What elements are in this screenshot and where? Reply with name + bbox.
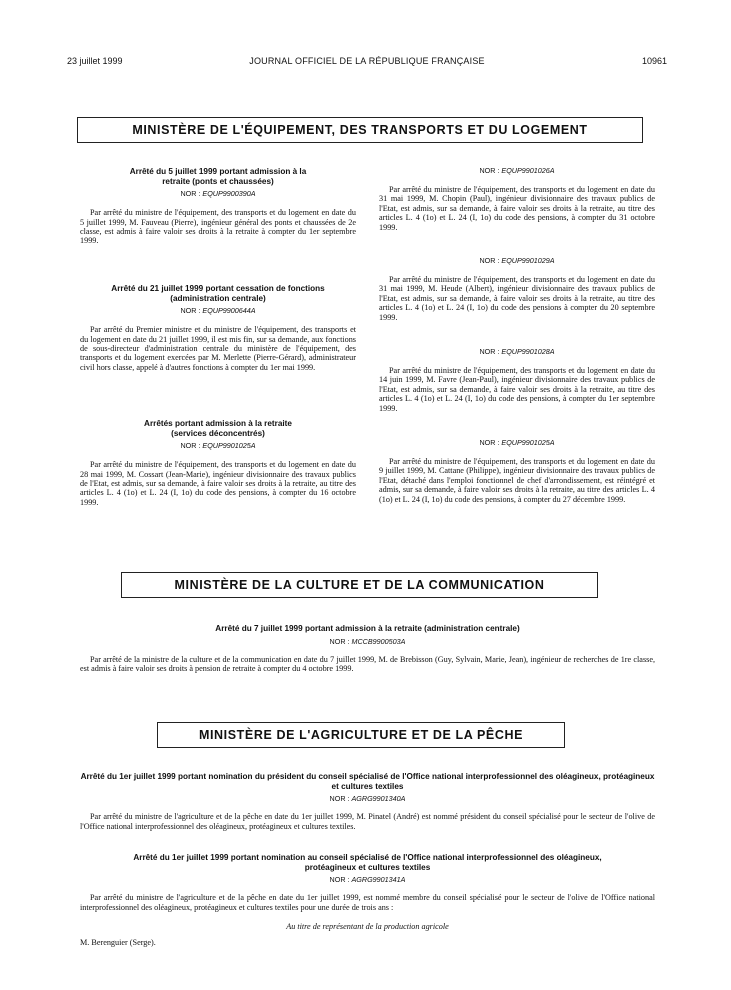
nor-reference bbox=[80, 306, 356, 316]
nor-code: AGRG9901340A bbox=[351, 794, 406, 804]
arrete-text: Par arrêté du ministre de l'équipement, des transports et du logement en date du 31 mai 1999, M. Chopin (Paul), ingénieur divisionnaire des travaux publics de l'Etat, est admis, sur sa demande, à faire valoir ses droits à la retraite, au titre des articles L. 4 (1o) et L. 24 (I, 1o) du code des pensions, à compter du 31 octobre 1999. bbox=[379, 185, 655, 232]
member-name: M. Berenguier (Serge). bbox=[80, 937, 156, 947]
arrete-title: Arrêté du 1er juillet 1999 portant nomination du président du conseil spécialisé de l'Office national interprofessionnel des oléagineux, protéagineux et cultures textiles bbox=[80, 772, 655, 791]
agriculture-arrete-block bbox=[80, 853, 655, 947]
culture-arrete-block bbox=[80, 624, 655, 673]
arrete-text: Par arrêté du ministre de l'équipement, des transports et du logement en date du 9 juillet 1999, M. Cattane (Philippe), ingénieur divisionnaire des travaux publics de l'Etat, détaché dans l'emploi fonctionnel de chef d'arrondissement, est réintégré et admis, sur sa demande, à faire valoir ses droits à la retraite, au titre des articles L. 4 (1o) et L. 24 (I, 1o) du code des pensions, à compter du 27 décembre 1999. bbox=[379, 457, 655, 504]
arrete-text: Par arrêté du ministre de l'équipement, des transports et du logement en date du 14 juin 1999, M. Favre (Jean-Paul), ingénieur divisionnaire des travaux publics de l'Etat, est admis, sur sa demande, à faire valoir ses droits à la retraite, au titre des articles L. 4 (1o) et L. 24 (I, 1o) du code des pensions, à compter du 1er septembre 1999. bbox=[379, 366, 655, 413]
nor-label: NOR : bbox=[180, 306, 201, 316]
nor-code: EQUP9901029A bbox=[501, 256, 555, 265]
arrete-title: Arrêté du 7 juillet 1999 portant admission à la retraite (administration centrale) bbox=[215, 624, 520, 633]
header-date: 23 juillet 1999 bbox=[67, 56, 123, 66]
arrete-block bbox=[379, 166, 655, 232]
ministry-culture-heading: MINISTÈRE DE LA CULTURE ET DE LA COMMUNICATION bbox=[121, 572, 598, 598]
arrete-block bbox=[80, 167, 356, 246]
ministry-equipement-heading: MINISTÈRE DE L'ÉQUIPEMENT, DES TRANSPORTS ET DU LOGEMENT bbox=[77, 117, 643, 143]
arrete-text: Par arrêté du ministre de l'équipement, des transports et du logement en date du 31 mai 1999, M. Heude (Albert), ingénieur divisionnaire des travaux publics de l'Etat, est admis, sur sa demande, à faire valoir ses droits à la retraite, au titre des articles L. 4 (1o) et L. 24 (I, 1o) du code des pensions à compter du 20 septembre 1999. bbox=[379, 275, 655, 322]
nor-code: EQUP9900644A bbox=[202, 306, 256, 316]
nor-code: EQUP9901026A bbox=[501, 166, 555, 175]
arrete-text: Par arrêté du ministre de l'équipement, des transports et du logement en date du 5 juillet 1999, M. Fauveau (Pierre), ingénieur général des ponts et chaussées de 2e classe, est admis à faire valoir ses droits à la retraite à compter du 1er septembre 1999. bbox=[80, 208, 356, 246]
arrete-block bbox=[379, 347, 655, 413]
nor-reference bbox=[80, 637, 655, 647]
nor-reference bbox=[80, 875, 655, 885]
arrete-block bbox=[379, 438, 655, 504]
arrete-title: Arrêté du 21 juillet 1999 portant cessation de fonctions (administration centrale) bbox=[111, 284, 325, 303]
nor-label: NOR : bbox=[180, 441, 201, 451]
nor-label: NOR : bbox=[329, 875, 350, 885]
arrete-title: Arrêtés portant admission à la retraite (services déconcentrés) bbox=[144, 419, 292, 438]
nor-code: MCCB9900503A bbox=[351, 636, 406, 646]
nor-reference bbox=[379, 438, 655, 448]
nor-reference bbox=[80, 441, 356, 451]
nor-label: NOR : bbox=[479, 166, 500, 175]
header-journal-title: JOURNAL OFFICIEL DE LA RÉPUBLIQUE FRANÇAISE bbox=[249, 56, 485, 66]
nor-reference bbox=[379, 166, 655, 176]
ministry-agriculture-heading: MINISTÈRE DE L'AGRICULTURE ET DE LA PÊCHE bbox=[157, 722, 565, 748]
arrete-title: Arrêté du 5 juillet 1999 portant admission à la retraite (ponts et chaussées) bbox=[129, 167, 307, 186]
nor-reference bbox=[379, 256, 655, 266]
header-page-number: 10961 bbox=[641, 56, 667, 66]
arrete-block bbox=[80, 284, 356, 372]
arrete-text: Par arrêté du ministre de l'agriculture et de la pêche en date du 1er juillet 1999, M. Pinatel (André) est nommé président du conseil spécialisé pour le secteur de l'olive de l'Office national interprofessionnel des oléagineux, protéagineux et cultures textiles. bbox=[80, 812, 655, 831]
agriculture-arrete-block bbox=[80, 772, 655, 831]
arrete-block bbox=[80, 419, 356, 507]
nor-label: NOR : bbox=[329, 794, 350, 804]
nor-label: NOR : bbox=[479, 256, 500, 265]
arrete-block bbox=[379, 256, 655, 322]
nor-label: NOR : bbox=[479, 438, 500, 447]
nor-label: NOR : bbox=[329, 636, 350, 646]
nor-reference bbox=[80, 794, 655, 804]
nor-code: EQUP9901025A bbox=[202, 441, 256, 451]
arrete-text: Par arrêté du ministre de l'agriculture et de la pêche en date du 1er juillet 1999, est nommé membre du conseil spécialisé pour le secteur de l'olive de l'Office national interprofessionnel des oléagineux, protéagineux et cultures textiles pour une durée de trois ans : bbox=[80, 893, 655, 912]
nor-code: EQUP9900390A bbox=[202, 189, 256, 199]
nor-code: EQUP9901028A bbox=[501, 347, 555, 356]
member-category-subheading: Au titre de représentant de la production agricole bbox=[286, 922, 449, 931]
nor-code: AGRG9901341A bbox=[351, 875, 406, 885]
arrete-text: Par arrêté du Premier ministre et du ministre de l'équipement, des transports et du logement en date du 21 juillet 1999, il est mis fin, sur sa demande, aux fonctions de sous-directeur d'administration centrale du ministère de l'équipement, des transports et du logement exercées par M. Merlette (Pierre-Gérard), administrateur civil hors classe, appelé à d'autres fonctions à compter du 1er mai 1999. bbox=[80, 325, 356, 372]
arrete-text: Par arrêté du ministre de l'équipement, des transports et du logement en date du 28 mai 1999, M. Cossart (Jean-Marie), ingénieur divisionnaire des travaux publics de l'Etat, est admis, sur sa demande, à faire valoir ses droits à la retraite, au titre des articles L. 4 (1o) et L. 24 (I, 1o) du code des pensions, à compter du 16 octobre 1999. bbox=[80, 460, 356, 507]
nor-label: NOR : bbox=[180, 189, 201, 199]
arrete-title: Arrêté du 1er juillet 1999 portant nomination au conseil spécialisé de l'Office national interprofessionnel des oléagineux, protéagineux et cultures textiles bbox=[133, 853, 602, 872]
nor-code: EQUP9901025A bbox=[501, 438, 555, 447]
arrete-text: Par arrêté de la ministre de la culture et de la communication en date du 7 juillet 1999, M. de Brebisson (Guy, Sylvain, Marie, Jean), ingénieur de recherches de 1re classe, est admis à faire valoir ses droits à pension de retraite à compter du 4 octobre 1999. bbox=[80, 654, 655, 673]
nor-label: NOR : bbox=[479, 347, 500, 356]
nor-reference bbox=[379, 347, 655, 357]
nor-reference bbox=[80, 189, 356, 199]
page-header bbox=[67, 56, 667, 70]
